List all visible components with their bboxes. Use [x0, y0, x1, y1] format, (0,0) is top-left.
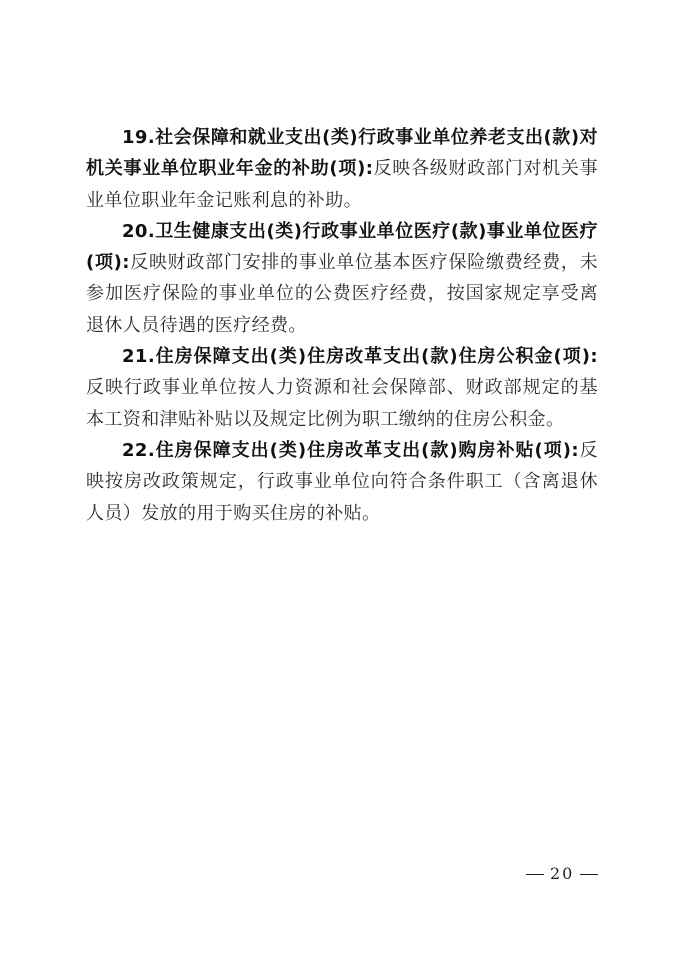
- paragraph-20-body: 反映财政部门安排的事业单位基本医疗保险缴费经费，未参加医疗保险的事业单位的公费医疗经费，按国家规定享受离退休人员待遇的医疗经费。: [86, 252, 598, 336]
- paragraph-19: [86, 122, 598, 216]
- document-body: [86, 122, 598, 529]
- paragraph-20: [86, 216, 598, 341]
- page-number: [520, 864, 604, 883]
- paragraph-19-heading: 19.社会保障和就业支出(类)行政事业单位养老支出(款)对机关事业单位职业年金的补助(项):: [86, 127, 598, 180]
- paragraph-21-heading: 21.住房保障支出(类)住房改革支出(款)住房公积金(项):: [122, 346, 598, 368]
- paragraph-22-body: 反映按房改政策规定，行政事业单位向符合条件职工（含离退休人员）发放的用于购买住房的补贴。: [86, 439, 598, 524]
- page-number-left-dash: [526, 874, 544, 876]
- paragraph-21-body: 反映行政事业单位按人力资源和社会保障部、财政部规定的基本工资和津贴补贴以及规定比例为职工缴纳的住房公积金。: [86, 377, 598, 430]
- paragraph-22-heading: 22.住房保障支出(类)住房改革支出(款)购房补贴(项):: [122, 439, 579, 461]
- paragraph-22: [86, 435, 598, 529]
- paragraph-19-body: 反映各级财政部门对机关事业单位职业年金记账利息的补助。: [86, 158, 598, 211]
- page-number-right-dash: [580, 874, 598, 876]
- paragraph-20-heading: 20.卫生健康支出(类)行政事业单位医疗(款)事业单位医疗(项):: [86, 220, 598, 274]
- page-number-value: 20: [550, 864, 575, 883]
- paragraph-21: [86, 341, 598, 435]
